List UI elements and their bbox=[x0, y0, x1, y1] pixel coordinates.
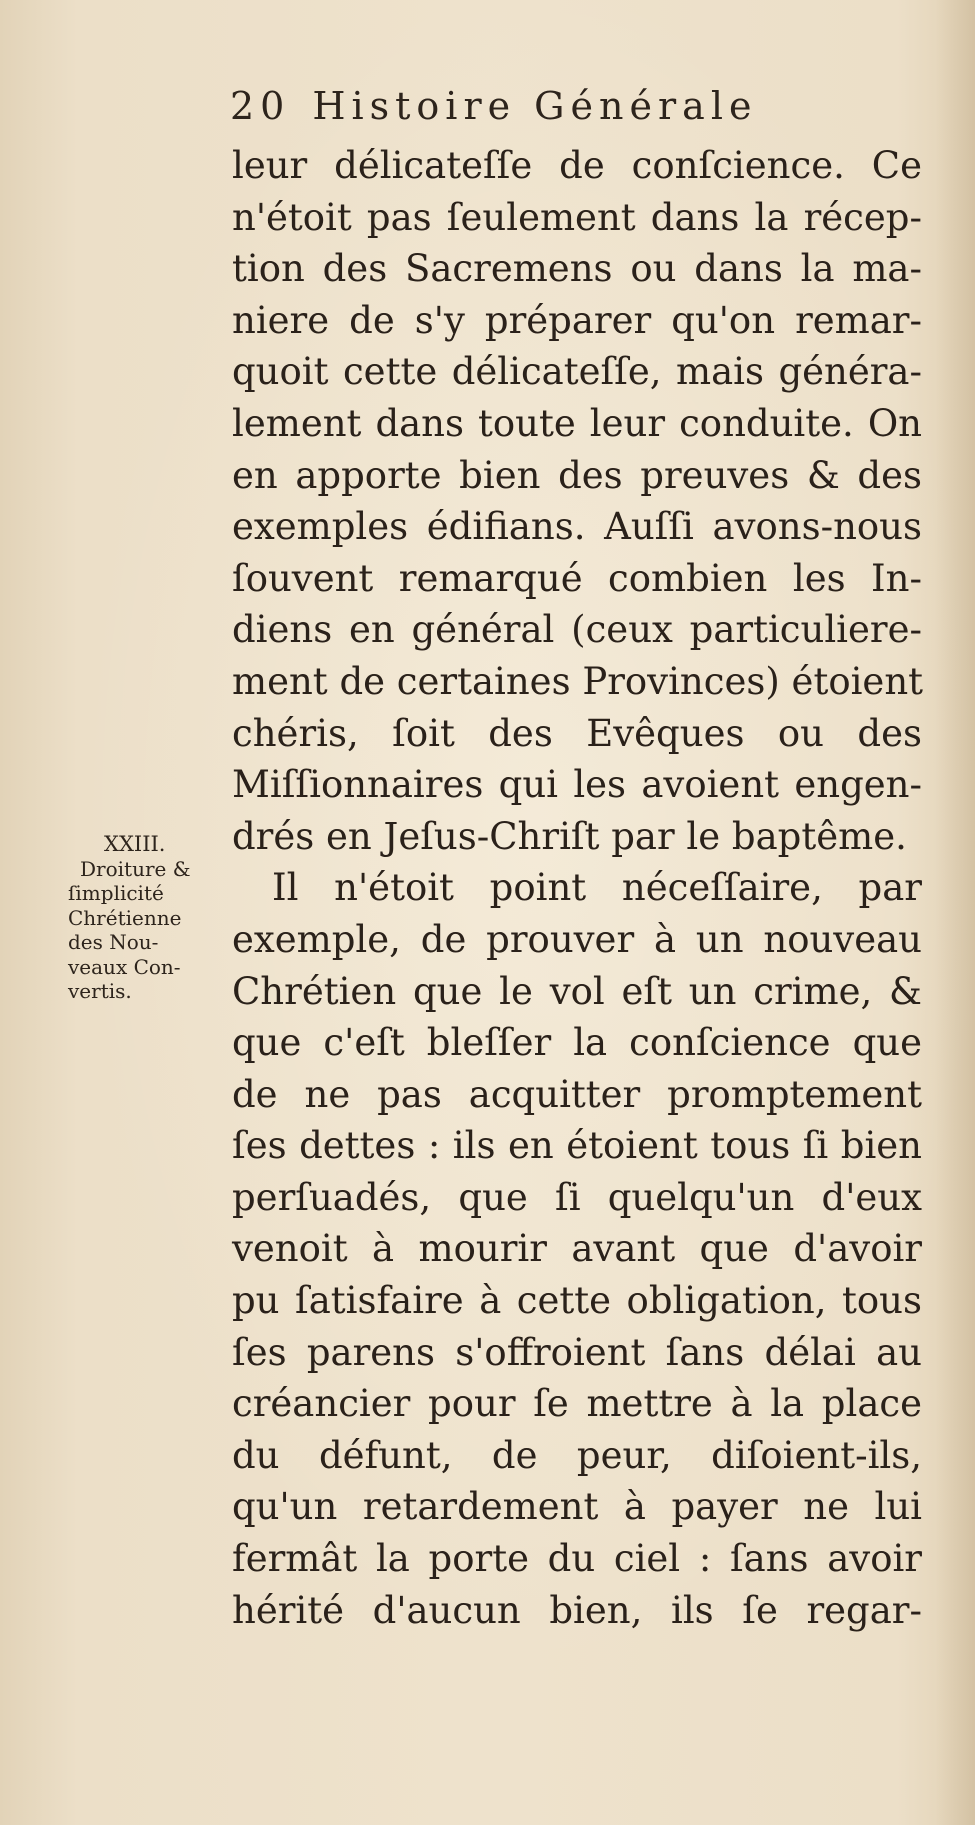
text-line: niere de s'y préparer qu'on remar- bbox=[232, 298, 922, 342]
text-line: fermât la porte du ciel : ſans avoir bbox=[232, 1537, 922, 1581]
text-line: quoit cette délicateſſe, mais généra- bbox=[232, 350, 922, 394]
margin-note-number: XXIII. bbox=[104, 832, 166, 856]
text-line: leur délicateſſe de conſcience. Ce bbox=[232, 144, 922, 187]
text-line: perſuadés, que ſi quelqu'un d'eux bbox=[232, 1175, 922, 1219]
text-line: Il n'étoit point néceſſaire, par bbox=[272, 866, 922, 910]
margin-note-line: Droiture & bbox=[80, 856, 191, 881]
margin-note-line: veaux Con- bbox=[68, 954, 181, 979]
text-line: que c'eſt bleſſer la conſcience que bbox=[232, 1021, 922, 1065]
text-line: Chrétien que le vol eſt un crime, & bbox=[232, 969, 922, 1013]
text-line: créancier pour ſe mettre à la place bbox=[232, 1382, 922, 1426]
margin-note-line: des Nou- bbox=[68, 930, 159, 954]
text-line: qu'un retardement à payer ne lui bbox=[232, 1485, 922, 1529]
margin-note-line: ſimplicité bbox=[68, 881, 164, 905]
text-line: diens en général (ceux particuliere- bbox=[232, 608, 922, 652]
text-line: du défunt, de peur, diſoient-ils, bbox=[232, 1433, 922, 1477]
body-text bbox=[232, 140, 922, 1636]
text-line: ment de certaines Provinces) étoient bbox=[232, 659, 924, 703]
text-line: ſes dettes : ils en étoient tous ſi bien bbox=[232, 1124, 922, 1168]
text-line: tion des Sacremens ou dans la ma- bbox=[232, 247, 922, 291]
text-line: drés en Jeſus-Chriſt par le baptême. bbox=[232, 814, 907, 858]
text-line: ſouvent remarqué combien les In- bbox=[232, 556, 922, 600]
page-number: 20 bbox=[230, 84, 291, 128]
text-line: en apporte bien des preuves & des bbox=[232, 453, 922, 497]
margin-note-line: Chrétienne bbox=[68, 905, 182, 930]
text-line: de ne pas acquitter promptement bbox=[232, 1072, 922, 1116]
text-line: Miſſionnaires qui les avoient engen- bbox=[232, 763, 922, 807]
page-header-title: Histoire Générale bbox=[312, 84, 758, 128]
text-line: venoit à mourir avant que d'avoir bbox=[232, 1227, 922, 1271]
text-line: exemples édifians. Auſſi avons-nous bbox=[232, 505, 922, 549]
text-line: hérité d'aucun bien, ils ſe regar- bbox=[232, 1588, 922, 1632]
running-head bbox=[230, 84, 757, 128]
text-line: lement dans toute leur conduite. On bbox=[232, 401, 922, 445]
margin-note bbox=[68, 832, 218, 1004]
text-line: pu ſatisfaire à cette obligation, tous bbox=[232, 1279, 922, 1323]
margin-note-line: vertis. bbox=[68, 979, 132, 1003]
page-edge-shadow bbox=[935, 0, 975, 1825]
text-line: exemple, de prouver à un nouveau bbox=[232, 917, 922, 961]
text-line: n'étoit pas ſeulement dans la récep- bbox=[232, 195, 922, 239]
text-line: ſes parens s'offroient ſans délai au bbox=[232, 1330, 922, 1374]
text-line: chéris, ſoit des Evêques ou des bbox=[232, 711, 922, 755]
